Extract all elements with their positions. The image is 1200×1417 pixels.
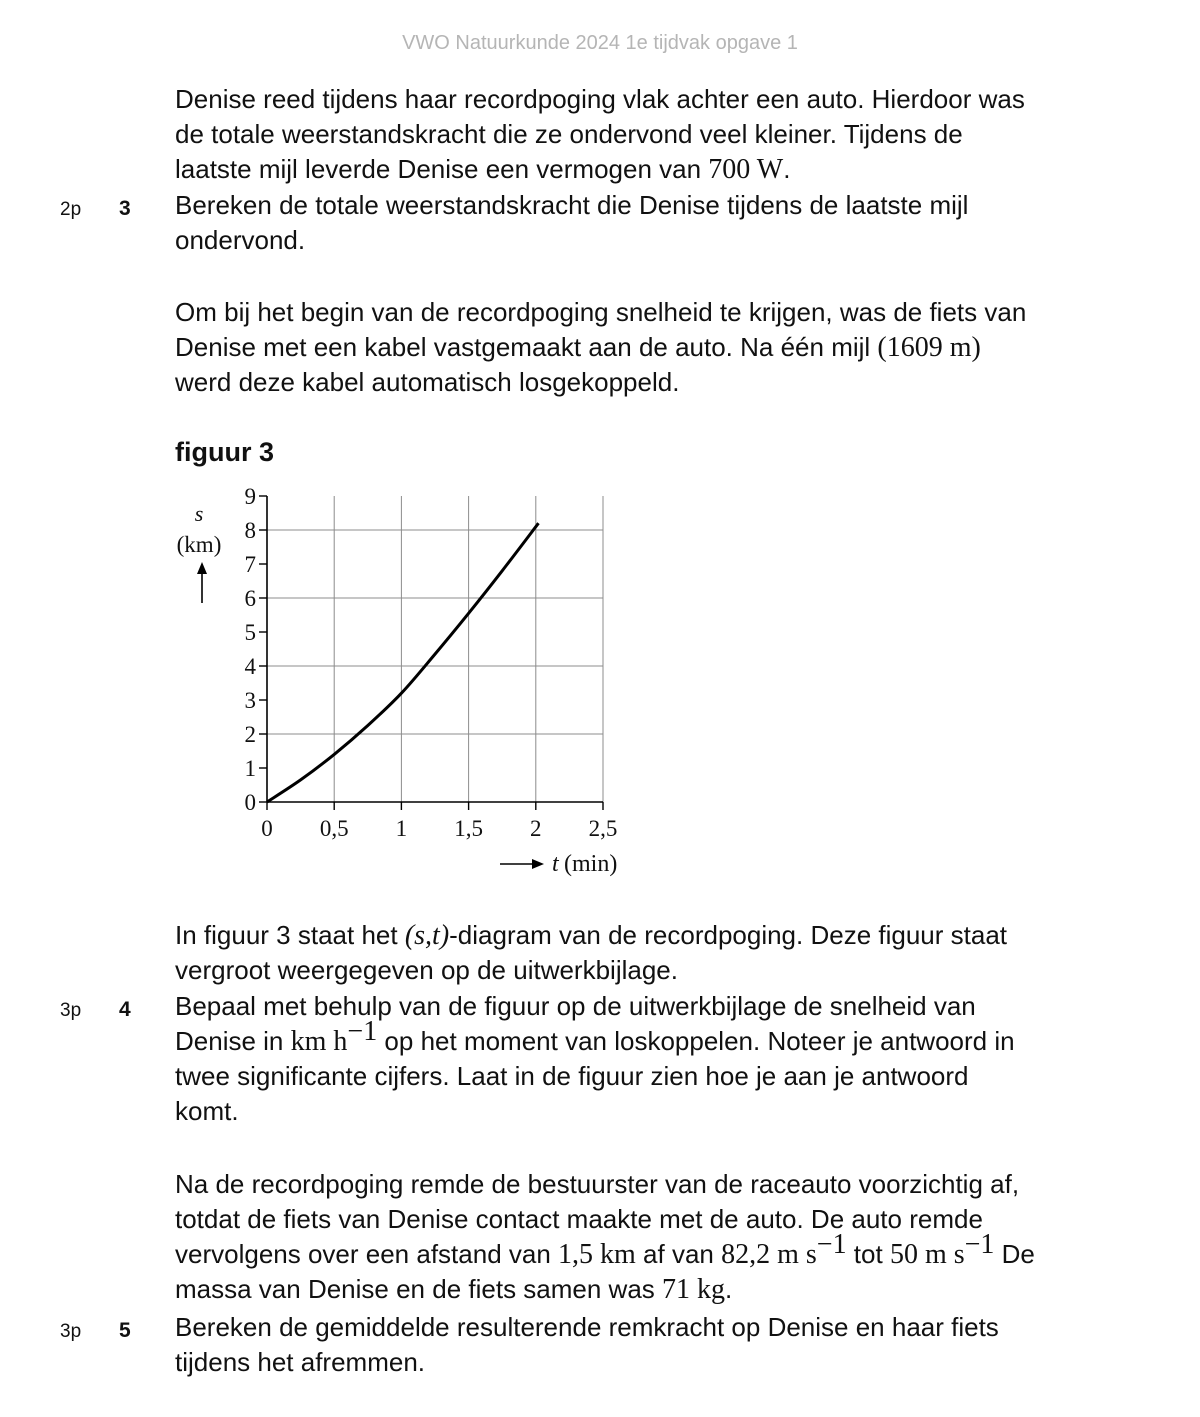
page-header: VWO Natuurkunde 2024 1e tijdvak opgave 1 [402,32,798,54]
y-tick-labels [245,484,257,815]
y-tick-label: 7 [244,552,256,577]
q5-text [175,1310,1175,1380]
q4-line-3: twee significante cijfers. Laat in de figuur zien hoe je aan je antwoord [175,1061,969,1091]
q5-line-2: tijdens het afremmen. [175,1347,426,1377]
q4-line-2 [175,1016,1175,1059]
x-tick-label: 1 [395,816,408,841]
y-axis-arrow [197,562,207,603]
p4-line-4-a: massa van Denise en de fiets samen was [175,1274,663,1304]
paragraph-3 [175,918,1175,988]
mile-distance: (1609 m) [877,332,981,363]
y-tick-label: 4 [244,654,256,679]
p2-line-2-text: Denise met een kabel vastgemaakt aan de auto. Na één mijl [175,332,878,362]
y-tick-label: 0 [244,790,256,815]
paragraph-2 [175,295,1175,400]
q3-points: 2p [60,199,82,220]
p4-line-1: Na de recordpoging remde de bestuurster van de raceauto voorzichtig af, [175,1169,1020,1199]
x-tick-label: 0,5 [319,816,349,841]
q3-text [175,188,1175,258]
st-diagram [160,478,640,888]
x-axis-arrow [500,859,544,869]
q5-number: 5 [119,1319,131,1342]
figure-title: figuur 3 [175,437,274,467]
p2-line-1: Om bij het begin van de recordpoging snelheid te krijgen, was de fiets van [175,297,1027,327]
p3-line-1-c: -diagram van de recordpoging. Deze figuur staat [449,920,1008,950]
start-speed: 82,2 m s [721,1239,817,1270]
paragraph-4 [175,1167,1175,1307]
x-tick-label: 2,5 [588,816,618,841]
q4-number: 4 [119,998,131,1021]
x-axis-var: t [552,851,559,877]
intro-line-2: de totale weerstandskracht die ze ondervond veel kleiner. Tijdens de [175,119,963,149]
p2-line-2 [175,330,1175,365]
p4-line-2: totdat de fiets van Denise contact maakte met de auto. De auto remde [175,1204,983,1234]
y-tick-label: 3 [244,688,256,713]
intro-line-3 [175,152,1175,187]
chart-grid [267,496,603,802]
start-speed-exp: −1 [816,1229,847,1260]
intro-paragraph [175,82,1175,187]
q4-line-2-a: Denise in [175,1026,291,1056]
p4-line-4 [175,1272,1175,1307]
q4-line-2-b: op het moment van loskoppelen. Noteer je antwoord in [377,1026,1015,1056]
y-tick-label: 5 [244,620,256,645]
p4-line-3-end: De [994,1239,1035,1269]
p4-line-3-a: vervolgens over een afstand van [175,1239,559,1269]
q4-line-4: komt. [175,1096,239,1126]
p2-line-3: werd deze kabel automatisch losgekoppeld. [175,367,680,397]
x-tick-labels [261,816,617,841]
y-tick-label: 8 [244,518,256,543]
y-axis-var: s [194,501,204,526]
p4-line-3 [175,1229,1175,1272]
intro-line-1: Denise reed tijdens haar recordpoging vlak achter een auto. Hierdoor was [175,84,1025,114]
intro-line-3-end: . [783,154,791,184]
y-axis-unit: (km) [176,532,222,557]
y-tick-label: 1 [244,756,256,781]
x-tick-label: 1,5 [454,816,483,841]
q3-line-2: ondervond. [175,225,306,255]
q5-points: 3p [60,1321,82,1342]
end-speed: 50 m s [889,1239,965,1270]
end-speed-exp: −1 [964,1229,995,1260]
p3-line-1-a: In figuur 3 staat het [175,920,405,950]
p3-line-1 [175,918,1175,953]
speed-unit-exp: −1 [347,1016,378,1047]
q4-text [175,989,1175,1129]
x-axis-unit: (min) [564,851,618,877]
series-line [267,523,538,802]
x-tick-label: 2 [530,816,542,841]
st-symbol: (s,t) [404,920,450,951]
x-tick-label: 0 [261,816,273,841]
q4-points: 3p [60,1000,82,1021]
q3-line-1: Bereken de totale weerstandskracht die Denise tijdens de laatste mijl [175,190,969,220]
q4-line-1: Bepaal met behulp van de figuur op de uitwerkbijlage de snelheid van [175,991,976,1021]
y-tick-label: 9 [244,484,256,509]
speed-unit: km h [290,1026,348,1057]
mass-value: 71 kg [662,1274,726,1305]
y-tick-label: 2 [244,722,256,747]
q5-line-1: Bereken de gemiddelde resulterende remkracht op Denise en haar fiets [175,1312,999,1342]
p4-line-3-c: tot [846,1239,890,1269]
brake-distance: 1,5 km [558,1239,636,1270]
p4-line-4-b: . [725,1274,733,1304]
p3-line-2: vergroot weergegeven op de uitwerkbijlage. [175,955,678,985]
y-tick-label: 6 [244,586,256,611]
p4-line-3-b: af van [635,1239,722,1269]
chart-axes [259,496,603,810]
power-value: 700 W [708,154,784,185]
intro-line-3-text: laatste mijl leverde Denise een vermogen van [175,154,709,184]
q3-number: 3 [119,197,131,220]
